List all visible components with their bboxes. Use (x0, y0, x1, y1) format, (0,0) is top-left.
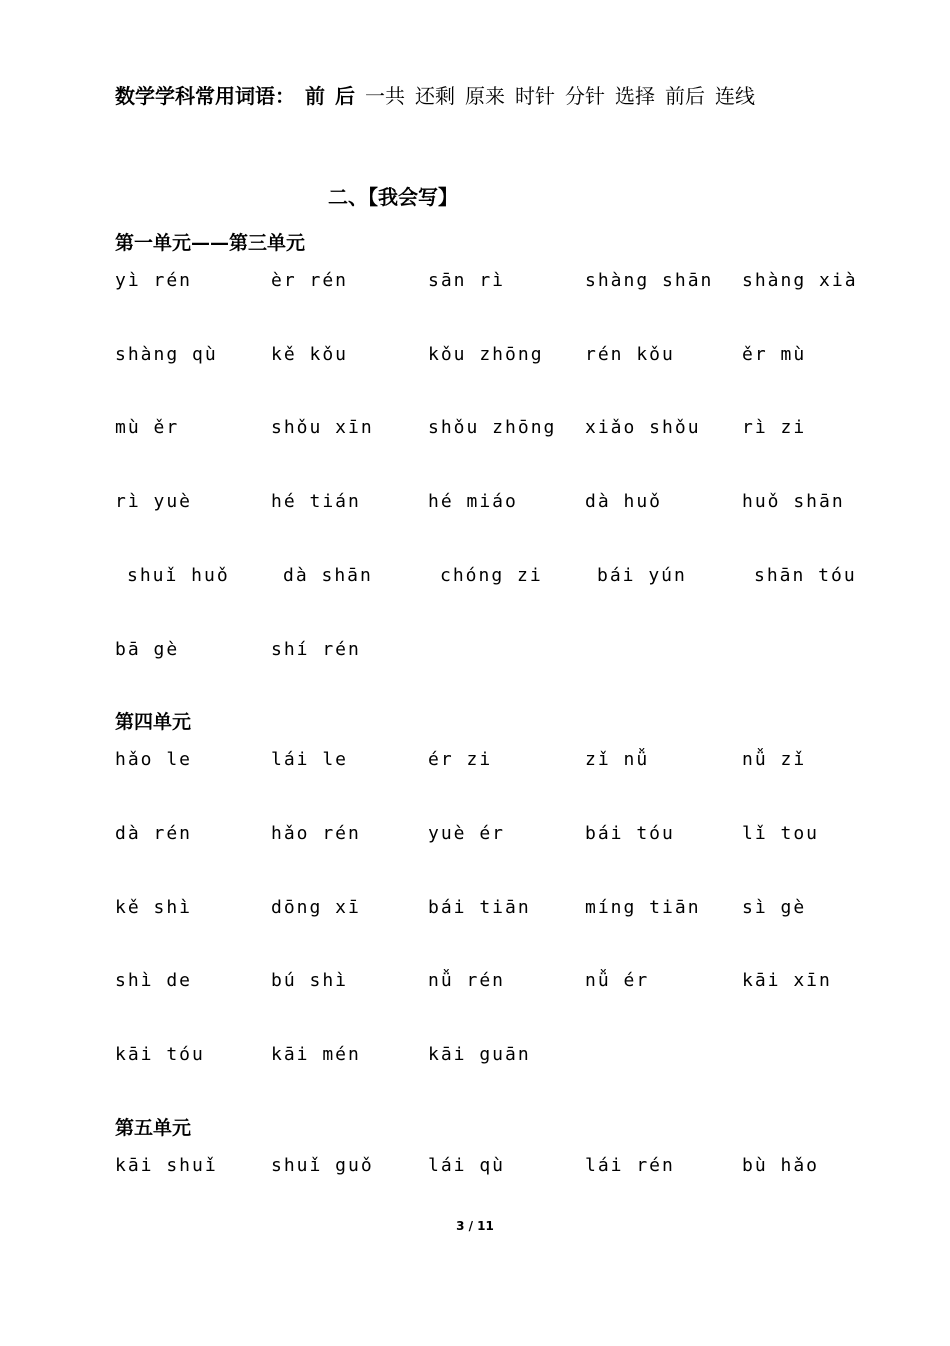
vocab-word: 连线 (715, 84, 755, 108)
pinyin-word: bái tiān (428, 897, 531, 918)
pinyin-word: hé tián (271, 491, 361, 512)
pinyin-word: kāi shuǐ (115, 1155, 218, 1176)
pinyin-word: kāi mén (271, 1044, 361, 1065)
pinyin-row (0, 414, 950, 442)
vocab-word: 后 (335, 84, 355, 108)
pinyin-word: shàng shān (585, 270, 714, 291)
pinyin-row (0, 1152, 950, 1180)
pinyin-row (0, 562, 950, 590)
pinyin-word: rén kǒu (585, 344, 675, 365)
pinyin-word: hǎo rén (271, 823, 361, 844)
pinyin-word: shǒu xīn (271, 417, 374, 438)
pinyin-word: shàng xià (742, 270, 858, 291)
pinyin-row (0, 488, 950, 516)
pinyin-word: zǐ nǚ (585, 749, 650, 770)
pinyin-word: bú shì (271, 970, 349, 991)
pinyin-word: nǚ ér (585, 970, 650, 991)
pinyin-word: shì de (115, 970, 193, 991)
pinyin-word: lǐ tou (742, 823, 820, 844)
pinyin-word: dōng xī (271, 897, 361, 918)
vocab-label: 数学学科常用词语： (115, 84, 295, 108)
pinyin-word: nǚ zǐ (742, 749, 807, 770)
pinyin-word: ér zi (428, 749, 493, 770)
pinyin-row (0, 967, 950, 995)
pinyin-word: kāi tóu (115, 1044, 205, 1065)
pinyin-word: sì gè (742, 897, 807, 918)
pinyin-word: lái le (271, 749, 349, 770)
pinyin-row (0, 894, 950, 922)
vocab-word: 前 (305, 84, 325, 108)
pinyin-word: rì zi (742, 417, 807, 438)
pinyin-word: dà shān (283, 565, 373, 586)
pinyin-word: míng tiān (585, 897, 701, 918)
pinyin-word: huǒ shān (742, 491, 845, 512)
pinyin-word: shǒu zhōng (428, 417, 557, 438)
vocab-word: 时针 (515, 84, 555, 108)
pinyin-word: nǚ rén (428, 970, 506, 991)
pinyin-word: sān rì (428, 270, 506, 291)
vocab-line (115, 82, 755, 110)
pinyin-word: shuǐ huǒ (127, 565, 230, 586)
unit-heading: 第五单元 (115, 1117, 192, 1139)
pinyin-word: shí rén (271, 639, 361, 660)
pinyin-word: shān tóu (754, 565, 857, 586)
page-number: 3 / 11 (456, 1219, 494, 1233)
pinyin-word: shàng qù (115, 344, 218, 365)
vocab-word: 分针 (565, 84, 605, 108)
pinyin-row (0, 341, 950, 369)
pinyin-word: yì rén (115, 270, 193, 291)
pinyin-word: rì yuè (115, 491, 193, 512)
pinyin-word: shuǐ guǒ (271, 1155, 374, 1176)
pinyin-word: hǎo le (115, 749, 193, 770)
vocab-word: 原来 (465, 84, 505, 108)
pinyin-word: bā gè (115, 639, 180, 660)
pinyin-word: kāi guān (428, 1044, 531, 1065)
unit-heading: 第四单元 (115, 711, 192, 733)
vocab-words (295, 84, 755, 108)
pinyin-row (0, 267, 950, 295)
vocab-word: 还剩 (415, 84, 455, 108)
pinyin-word: yuè ér (428, 823, 506, 844)
pinyin-word: mù ěr (115, 417, 180, 438)
pinyin-row (0, 636, 950, 664)
pinyin-word: ěr mù (742, 344, 807, 365)
pinyin-word: bù hǎo (742, 1155, 820, 1176)
pinyin-word: bái tóu (585, 823, 675, 844)
pinyin-word: lái qù (428, 1155, 506, 1176)
pinyin-word: dà huǒ (585, 491, 663, 512)
pinyin-word: kě kǒu (271, 344, 349, 365)
pinyin-row (0, 820, 950, 848)
vocab-word: 一共 (365, 84, 405, 108)
pinyin-word: kě shì (115, 897, 193, 918)
pinyin-word: èr rén (271, 270, 349, 291)
pinyin-word: chóng zi (440, 565, 543, 586)
pinyin-word: kāi xīn (742, 970, 832, 991)
pinyin-word: kǒu zhōng (428, 344, 544, 365)
section-title: 二、【我会写】 (328, 185, 458, 209)
pinyin-word: dà rén (115, 823, 193, 844)
pinyin-word: hé miáo (428, 491, 518, 512)
vocab-word: 前后 (665, 84, 705, 108)
pinyin-row (0, 746, 950, 774)
pinyin-word: bái yún (597, 565, 687, 586)
pinyin-word: lái rén (585, 1155, 675, 1176)
pinyin-row (0, 1041, 950, 1069)
pinyin-word: xiǎo shǒu (585, 417, 701, 438)
unit-heading: 第一单元——第三单元 (115, 232, 306, 254)
vocab-word: 选择 (615, 84, 655, 108)
